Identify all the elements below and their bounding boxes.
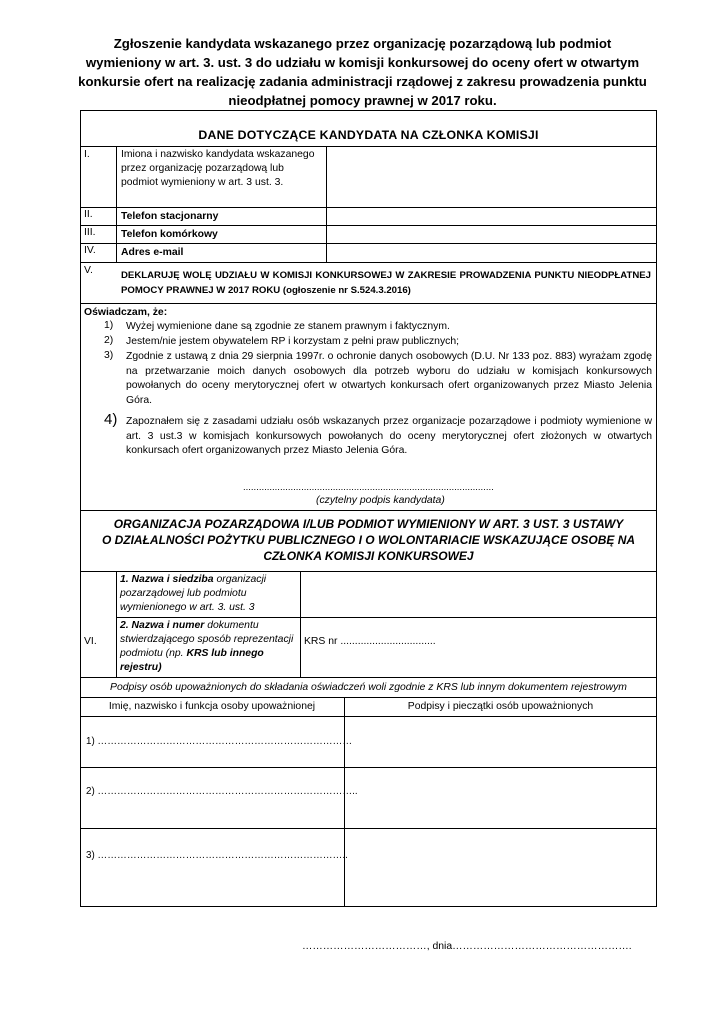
rule: [300, 571, 301, 677]
declaration-heading: Oświadczam, że:: [84, 307, 168, 318]
email-field[interactable]: [330, 245, 652, 259]
candidate-signature-caption: (czytelny podpis kandydata): [316, 495, 445, 506]
signer-row[interactable]: 2) ……………………………………………………………………..: [86, 786, 358, 797]
rule: [80, 571, 657, 572]
rule: [80, 146, 657, 147]
mobile-label: Telefon komórkowy: [121, 229, 218, 240]
rule: [80, 225, 657, 226]
title-line-1: Zgłoszenie kandydata wskazanego przez organizację pozarządową lub podmiot: [113, 36, 612, 51]
rule: [80, 207, 657, 208]
item-number: 2): [104, 335, 114, 346]
org-heading-line-2: O DZIAŁALNOŚCI POŻYTKU PUBLICZNEGO I O WOLONTARIACIE WSKAZUJĄCE OSOBĘ NA: [101, 533, 636, 547]
row-number: IV.: [84, 245, 96, 256]
signer-row[interactable]: 3) …………………………………………………………………..: [86, 850, 348, 861]
declaration-item: Zapoznałem się z zasadami udziału osób wskazanych przez organizacje pozarządowe i podmioty wymienione w art. 3 ust.3 w komisjach konkursowych powołanych do oceny merytorycznej ofert złożonych w otwartych konkursach ofert organizowanych przez Miasto Jelenia Góra.: [126, 416, 652, 457]
item-number: 1): [104, 320, 114, 331]
candidate-signature-line[interactable]: ...............................................................................................: [243, 482, 494, 493]
mobile-field[interactable]: [330, 227, 652, 241]
rule: [80, 262, 657, 263]
item-number: 3): [104, 350, 114, 361]
row-number: I.: [84, 149, 90, 160]
signers-caption: Podpisy osób upoważnionych do składania oświadczeń woli zgodnie z KRS lub innym dokumentem rejestrowym: [110, 682, 627, 693]
document-title: [70, 34, 655, 110]
rule: [80, 828, 657, 829]
candidate-name-label: Imiona i nazwisko kandydata wskazanego przez organizację pozarządową lub podmiot wymieniony w art. 3 ust. 3.: [121, 149, 315, 188]
row-number: II.: [84, 209, 93, 220]
org-name-label-rest: organizacji pozarządowej lub podmiotu wymienionego w art. 3. ust. 3: [120, 574, 267, 613]
registry-doc-label: [120, 619, 296, 675]
row-number: III.: [84, 227, 96, 238]
rule: [116, 571, 117, 677]
place-date-line[interactable]: ………………………………, dnia…………………………………………….: [302, 941, 632, 952]
landline-field[interactable]: [330, 209, 652, 223]
title-line-4: nieodpłatnej pomocy prawnej w 2017 roku.: [228, 93, 497, 108]
candidate-name-field[interactable]: [330, 150, 652, 204]
signer-name-column-header: Imię, nazwisko i funkcja osoby upoważnionej: [108, 701, 316, 712]
registry-doc-label-rest: dokumentu stwierdzającego sposób reprezentacji podmiotu (np.: [120, 620, 294, 659]
declaration-of-will: DEKLARUJĘ WOLĘ UDZIAŁU W KOMISJI KONKURSOWEJ W ZAKRESIE PROWADZENIA PUNKTU NIEODPŁATNEJ POMOCY PRAWNEJ W 2017 ROKU (ogłoszenie nr S.524.3.2016): [121, 270, 651, 296]
org-heading-line-1: ORGANIZACJA POZARZĄDOWA I/LUB PODMIOT WYMIENIONY W ART. 3 UST. 3 USTAWY: [113, 517, 624, 531]
candidate-section-heading: DANE DOTYCZĄCE KANDYDATA NA CZŁONKA KOMISJI: [198, 128, 539, 142]
title-line-3: konkursie ofert na realizację zadania administracji rządowej z zakresu prowadzenia punktu: [78, 74, 647, 89]
org-name-label: [120, 573, 296, 615]
rule: [116, 146, 117, 262]
organization-section-heading: [80, 516, 657, 564]
row-number: V.: [84, 265, 93, 276]
signer-row[interactable]: 1) ……………………………………………………………………: [86, 736, 353, 747]
declaration-item: Wyżej wymienione dane są zgodnie ze stanem prawnym i faktycznym.: [126, 321, 450, 332]
rule: [80, 677, 657, 678]
title-line-2: wymieniony w art. 3. ust. 3 do udziału w komisji konkursowej do oceny ofert w otwartym: [85, 55, 640, 70]
rule: [344, 697, 345, 907]
rule: [116, 617, 657, 618]
rule: [80, 243, 657, 244]
rule: [80, 716, 657, 717]
org-name-label-bold: 1. Nazwa i siedziba: [120, 574, 214, 585]
krs-number-field[interactable]: KRS nr .................................: [304, 636, 436, 647]
registry-doc-label-krs: KRS lub innego rejestru): [120, 648, 264, 673]
rule: [326, 146, 327, 262]
row-number: VI.: [84, 636, 97, 647]
signer-signature-column-header: Podpisy i pieczątki osób upoważnionych: [407, 701, 594, 712]
email-label: Adres e-mail: [121, 247, 184, 258]
org-heading-line-3: CZŁONKA KOMISJI KONKURSOWEJ: [263, 549, 474, 563]
rule: [80, 697, 657, 698]
rule: [80, 303, 657, 304]
registry-doc-label-bold: 2. Nazwa i numer: [120, 620, 205, 631]
item-number: 4): [104, 411, 118, 428]
landline-label: Telefon stacjonarny: [121, 211, 219, 222]
rule: [80, 510, 657, 511]
org-name-field[interactable]: [304, 575, 652, 615]
rule: [80, 767, 657, 768]
declaration-item: Jestem/nie jestem obywatelem RP i korzystam z pełni praw publicznych;: [126, 336, 460, 347]
declaration-item: Zgodnie z ustawą z dnia 29 sierpnia 1997r. o ochronie danych osobowych (D.U. Nr 133 poz. 883) wyrażam zgodę na przetwarzanie moich danych osobowych dla potrzeb wyboru do udziału w komisjach konkursowych powołanych do oceny merytorycznej ofert w otwartych konkursach ofert organizowanych przez Miasto Jelenia Góra.: [126, 351, 652, 406]
